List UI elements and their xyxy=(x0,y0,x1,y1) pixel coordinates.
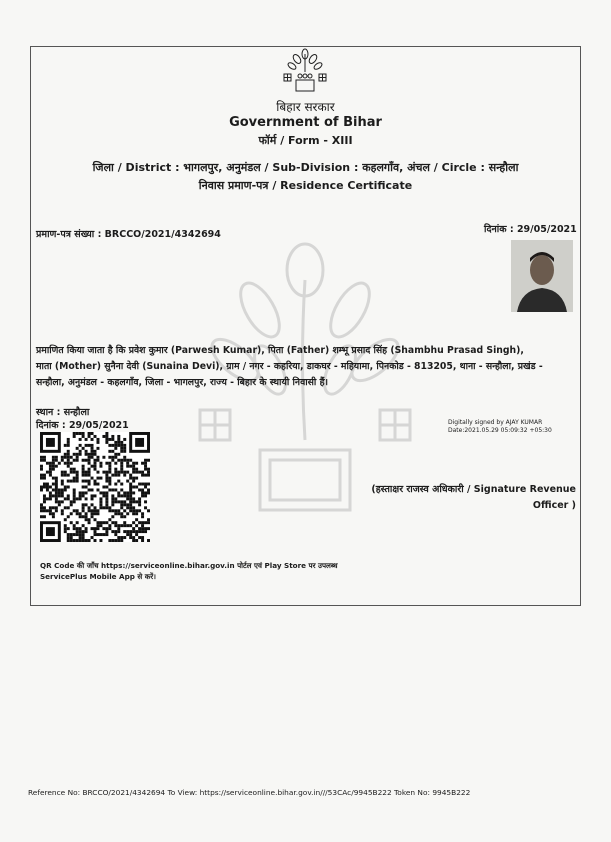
body-line: प्रमाणित किया जाता है कि प्रवेश कुमार (Parwesh Kumar), पिता (Father) शम्भू प्रसाद सिंह (Shambhu Prasad Singh), xyxy=(36,345,524,356)
applicant-photo xyxy=(511,240,573,312)
bodhi-tree-watermark-icon xyxy=(190,240,420,580)
state-name-hindi: बिहार सरकार xyxy=(276,100,335,114)
certificate-date: दिनांक : 29/05/2021 xyxy=(484,224,577,235)
certificate-type: निवास प्रमाण-पत्र / Residence Certificate xyxy=(198,179,413,192)
qr-code-icon xyxy=(40,432,150,542)
digital-signature xyxy=(448,419,552,435)
signature-label: (हस्ताक्षर राजस्व अधिकारी / Signature Revenue xyxy=(371,484,576,495)
issue-place: स्थान : सन्हौला xyxy=(36,407,90,418)
qr-note-line: ServicePlus Mobile App से करें। xyxy=(40,572,156,581)
issue-date: दिनांक : 29/05/2021 xyxy=(36,420,129,431)
applicant-photo-icon xyxy=(511,240,573,312)
qr-verification-note xyxy=(40,560,338,582)
digital-sign-date: Date:2021.05.29 05:09:32 +05:30 xyxy=(448,427,552,434)
officer-signature xyxy=(360,482,576,514)
certificate-number: प्रमाण-पत्र संख्या : BRCCO/2021/4342694 xyxy=(36,229,221,240)
bihar-emblem-icon xyxy=(280,48,330,94)
body-line: माता (Mother) सुनैना देवी (Sunaina Devi), ग्राम / नगर - कहरिया, डाकघर - महियामा, पिनकोड - 813205, थाना - सन्हौला, प्रखंड - xyxy=(36,361,543,372)
reference-footer: Reference No: BRCCO/2021/4342694 To View: https://serviceonline.bihar.gov.in///53CAc/9945B222 Token No: 9945B222 xyxy=(28,788,471,797)
form-number: फॉर्म / Form - XIII xyxy=(258,134,353,147)
government-title: Government of Bihar xyxy=(229,115,382,130)
digital-signer: Digitally signed by AJAY KUMAR xyxy=(448,419,543,426)
signature-label-cont: Officer ) xyxy=(532,500,576,511)
district-line: जिला / District : भागलपुर, अनुमंडल / Sub-Division : कहलगाँव, अंचल / Circle : सन्हौला xyxy=(92,161,519,174)
qr-note-line: QR Code की जाँच https://serviceonline.bihar.gov.in पोर्टल एवं Play Store पर उपलब्ध xyxy=(40,561,338,570)
certificate-body xyxy=(36,343,580,391)
body-line: सन्हौला, अनुमंडल - कहलगाँव, जिला - भागलपुर, राज्य - बिहार के स्थायी निवासी हैं। xyxy=(36,377,329,388)
